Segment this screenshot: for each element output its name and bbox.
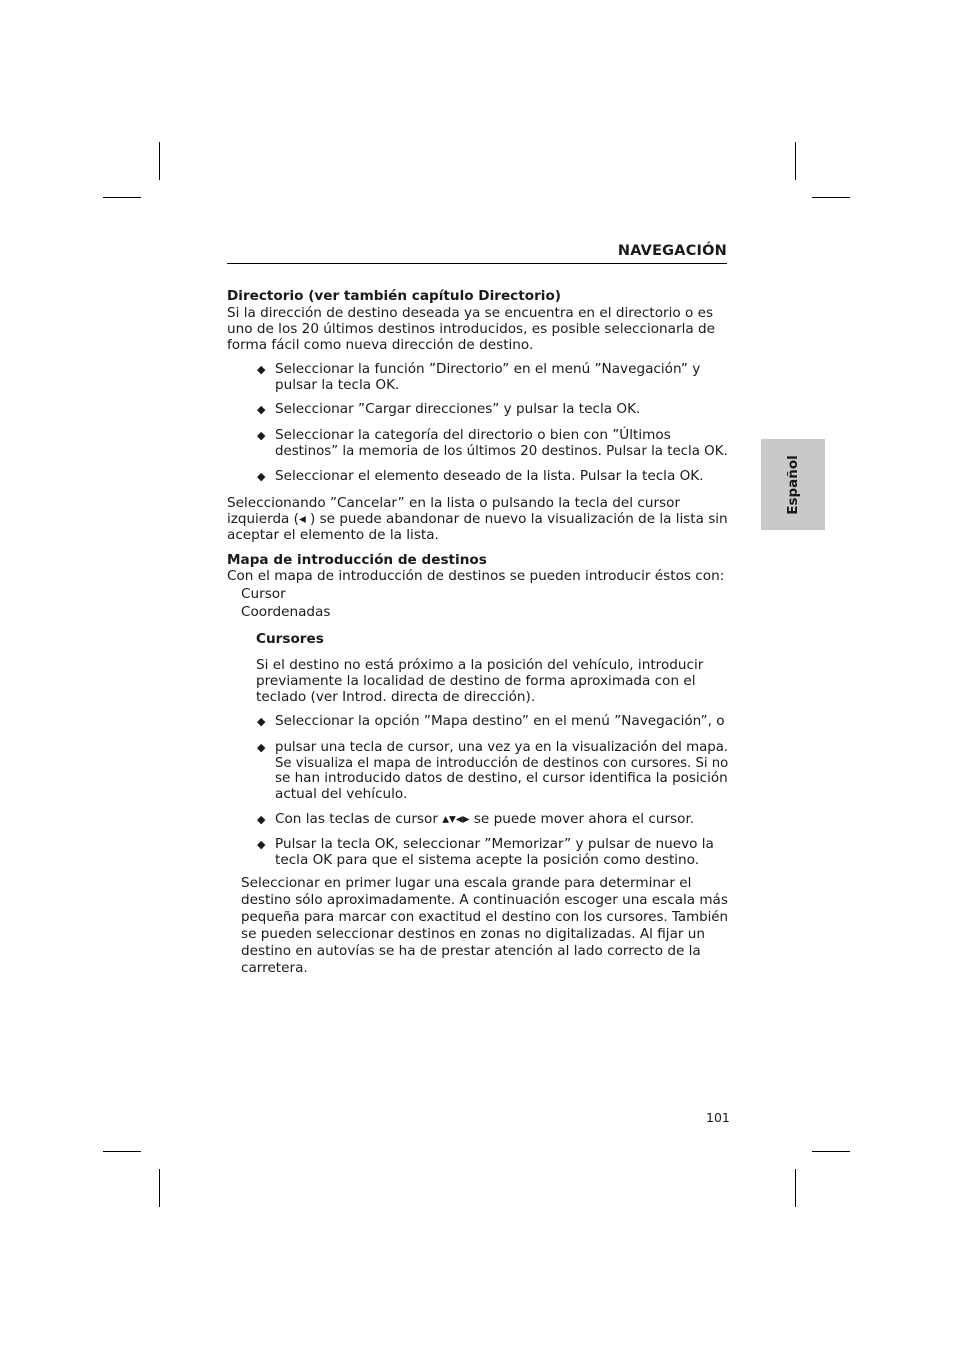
- list-item: Seleccionar la función ”Directorio” en el menú ”Navegación” y: [275, 361, 701, 377]
- crop-mark: [795, 142, 796, 180]
- bullet-diamond-icon: ◆: [257, 429, 266, 442]
- paragraph-line: se pueden seleccionar destinos en zonas no digitalizadas. Al fijar un: [241, 926, 706, 942]
- bullet-diamond-icon: ◆: [257, 363, 266, 376]
- paragraph-line: previamente la localidad de destino de forma aproximada con el: [256, 673, 696, 689]
- page-header-title: NAVEGACIÓN: [617, 243, 727, 259]
- paragraph-line: Con el mapa de introducción de destinos se pueden introducir éstos con:: [227, 568, 725, 584]
- bullet-diamond-icon: ◆: [257, 403, 266, 416]
- option-item: Coordenadas: [241, 604, 331, 620]
- paragraph-line: destino en autovías se ha de prestar atención al lado correcto de la: [241, 943, 701, 959]
- crop-mark: [103, 1151, 141, 1152]
- crop-mark: [795, 1169, 796, 1207]
- paragraph-line: Seleccionando ”Cancelar” en la lista o pulsando la tecla del cursor: [227, 495, 681, 511]
- bullet-diamond-icon: ◆: [257, 470, 266, 483]
- list-item: Seleccionar la categoría del directorio o bien con ”Últimos: [275, 427, 671, 443]
- list-item: Pulsar la tecla OK, seleccionar ”Memorizar” y pulsar de nuevo la: [275, 836, 714, 852]
- paragraph-line: Si el destino no está próximo a la posición del vehículo, introducir: [256, 657, 704, 673]
- list-item: tecla OK para que el sistema acepte la posición como destino.: [275, 852, 700, 868]
- language-tab: [761, 439, 825, 530]
- list-item: se han introducido datos de destino, el cursor identifica la posición: [275, 770, 728, 786]
- crop-mark: [159, 1169, 160, 1207]
- subsection-heading: Cursores: [256, 631, 324, 647]
- bullet-diamond-icon: ◆: [257, 813, 266, 826]
- paragraph-line: Si la dirección de destino deseada ya se encuentra en el directorio o es: [227, 305, 714, 321]
- language-tab-label: Español: [785, 454, 801, 515]
- paragraph-line: teclado (ver Introd. directa de dirección).: [256, 689, 536, 705]
- paragraph-line: carretera.: [241, 960, 308, 976]
- list-item: Seleccionar ”Cargar direcciones” y pulsar la tecla OK.: [275, 401, 641, 417]
- list-item: Seleccionar la opción ”Mapa destino” en el menú ”Navegación”, o: [275, 713, 725, 729]
- crop-mark: [103, 197, 141, 198]
- option-item: Cursor: [241, 586, 286, 602]
- list-item: pulsar la tecla OK.: [275, 377, 400, 393]
- list-item: pulsar una tecla de cursor, una vez ya en la visualización del mapa.: [275, 739, 729, 755]
- bullet-diamond-icon: ◆: [257, 838, 266, 851]
- list-item: Se visualiza el mapa de introducción de destinos con cursores. Si no: [275, 755, 729, 771]
- paragraph-line: Seleccionar en primer lugar una escala grande para determinar el: [241, 875, 692, 891]
- paragraph-line: aceptar el elemento de la lista.: [227, 527, 439, 543]
- header-rule: [227, 263, 727, 264]
- paragraph-line: destino sólo aproximadamente. A continuación escoger una escala más: [241, 892, 728, 908]
- paragraph-line: izquierda (◂ ) se puede abandonar de nuevo la visualización de la lista sin: [227, 511, 728, 527]
- paragraph-line: uno de los 20 últimos destinos introducidos, es posible seleccionarla de: [227, 321, 716, 337]
- list-item: actual del vehículo.: [275, 786, 408, 802]
- crop-mark: [812, 197, 850, 198]
- bullet-diamond-icon: ◆: [257, 715, 266, 728]
- list-item: destinos” la memoria de los últimos 20 destinos. Pulsar la tecla OK.: [275, 443, 728, 459]
- paragraph-line: forma fácil como nueva dirección de destino.: [227, 337, 534, 353]
- bullet-diamond-icon: ◆: [257, 741, 266, 754]
- section-heading: Mapa de introducción de destinos: [227, 552, 487, 568]
- list-item: Con las teclas de cursor ▴▾◂▸ se puede mover ahora el cursor.: [275, 811, 695, 827]
- list-item: Seleccionar el elemento deseado de la lista. Pulsar la tecla OK.: [275, 468, 704, 484]
- crop-mark: [812, 1151, 850, 1152]
- section-heading: Directorio (ver también capítulo Directorio): [227, 288, 561, 304]
- page-number: 101: [706, 1110, 730, 1125]
- crop-mark: [159, 142, 160, 180]
- paragraph-line: pequeña para marcar con exactitud el destino con los cursores. También: [241, 909, 729, 925]
